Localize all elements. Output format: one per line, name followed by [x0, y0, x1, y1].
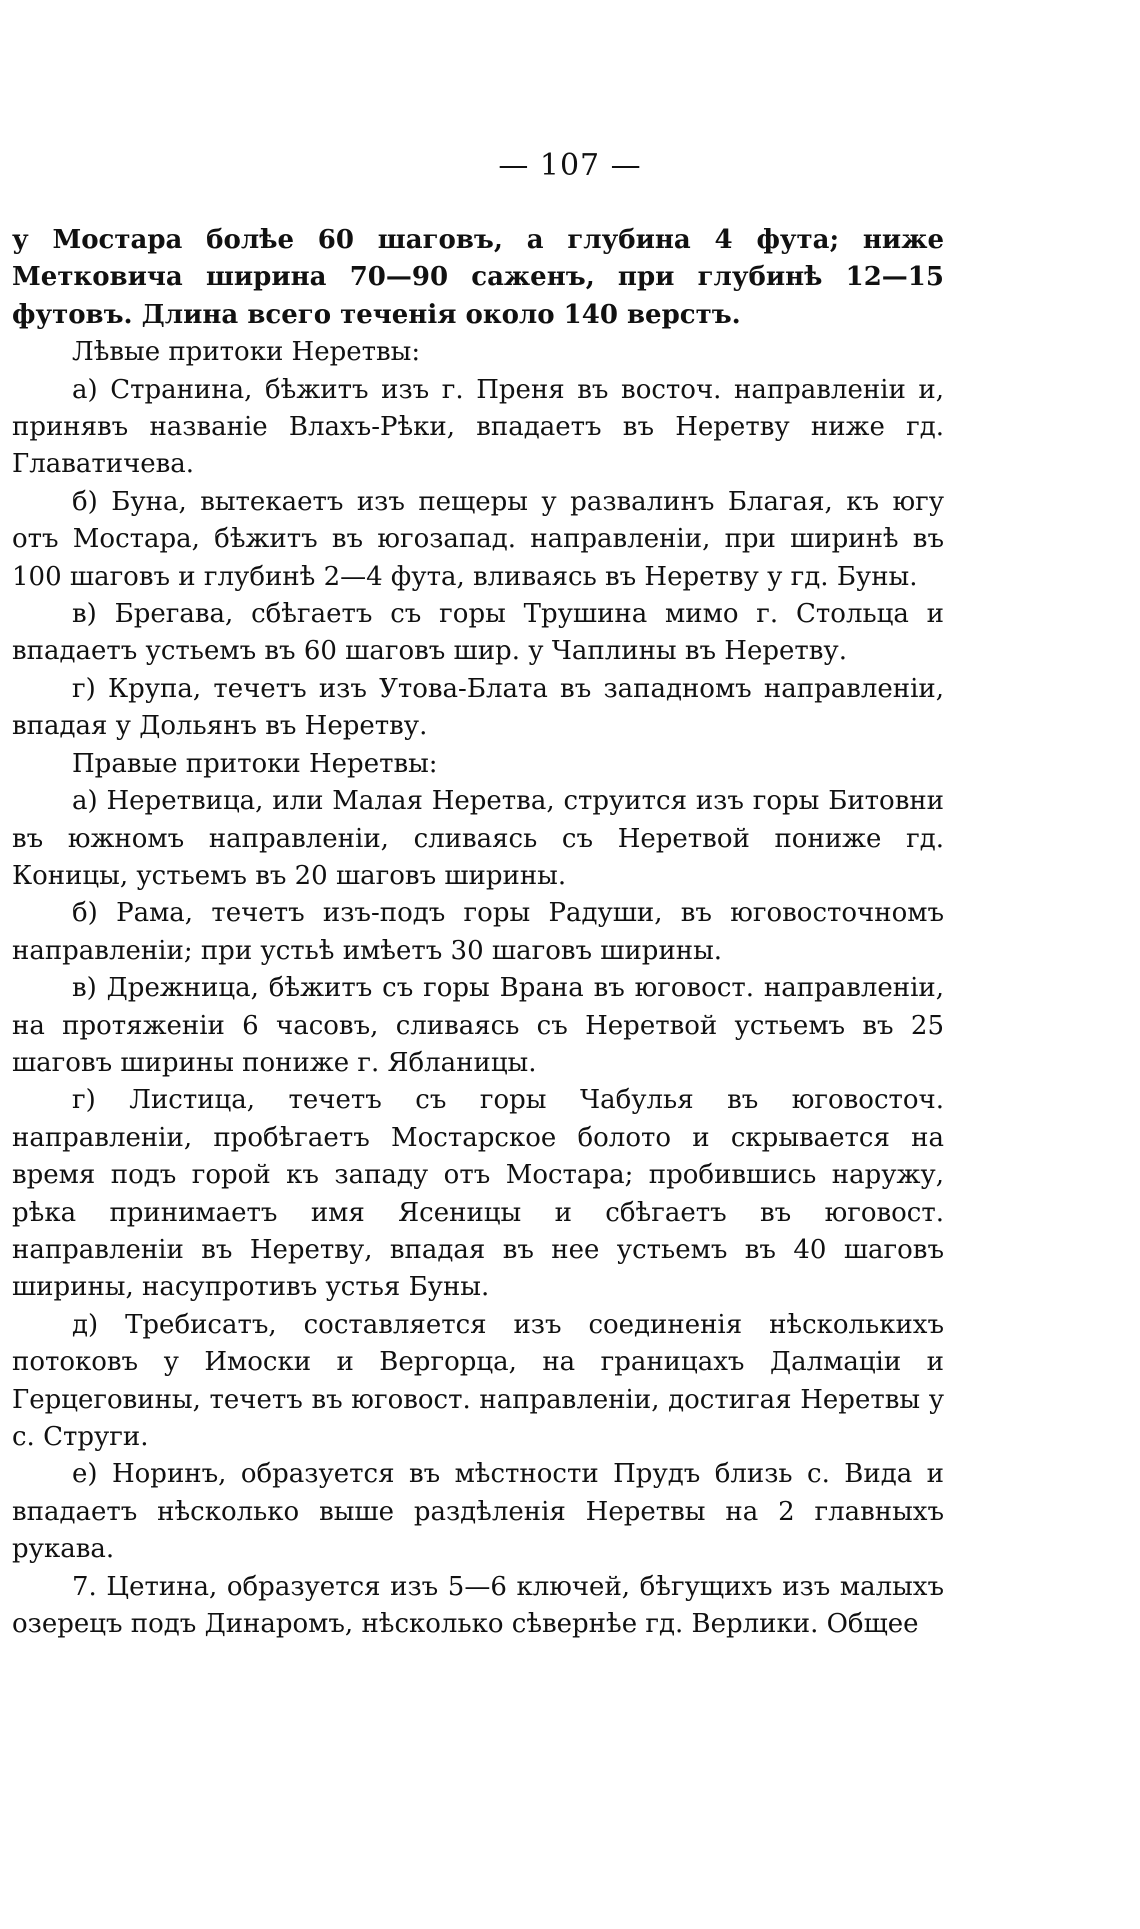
paragraph-norin: е) Норинъ, образуется въ мѣстности Прудъ близь с. Вида и впадаетъ нѣсколько выше раздѣленія Неретвы на 2 главныхъ рукава. — [12, 1459, 944, 1565]
paragraph-neretvitsa: а) Неретвица, или Малая Неретва, струится изъ горы Битовни въ южномъ направленіи, сливаясь съ Неретвой пониже гд. Коницы, устьемъ въ 20 шаговъ ширины. — [12, 786, 944, 891]
paragraph-buna: б) Буна, вытекаетъ изъ пещеры у развалинъ Благая, къ югу отъ Мостара, бѣжитъ въ югозапад. направленіи, при ширинѣ въ 100 шаговъ и глубинѣ 2—4 фута, вливаясь въ Неретву у гд. Буны. — [12, 486, 944, 592]
heading-left-tributaries: Лѣвые притоки Неретвы: — [72, 337, 421, 368]
paragraph-rama: б) Рама, течетъ изъ-подъ горы Радуши, въ юговосточномъ направленіи; при устьѣ имѣетъ 30 шаговъ ширины. — [12, 898, 944, 966]
paragraph-trebisat: д) Требисатъ, составляется изъ соединенія нѣсколькихъ потоковъ у Имоски и Вергорца, на границахъ Далмаціи и Герцеговины, течетъ въ юговост. направленіи, достигая Неретвы у с. Струги. — [12, 1309, 944, 1452]
paragraph-krupa: г) Крупа, течетъ изъ Утова-Блата въ западномъ направленіи, впадая у Дольянъ въ Неретву. — [12, 673, 944, 742]
page-number: — 107 — — [498, 148, 642, 183]
paragraph-listitsa: г) Листица, течетъ съ горы Чабулья въ юговосточ. направленіи, пробѣгаетъ Мостарское болото и скрывается на время подъ горой къ западу отъ Мостара; пробившись наружу, рѣка принимаетъ имя Ясеницы и сбѣгаетъ въ юговост. направленіи въ Неретву, впадая въ нее устьемъ въ 40 шаговъ ширины, насупротивъ устья Буны. — [12, 1085, 944, 1303]
paragraph-drezhnitsa: в) Дрежница, бѣжитъ съ горы Врана въ юговост. направленіи, на протяженіи 6 часовъ, сливаясь съ Неретвой устьемъ въ 25 шаговъ ширины пониже г. Ябланицы. — [12, 973, 944, 1078]
paragraph-bregava: в) Брегава, сбѣгаетъ съ горы Трушина мимо г. Стольца и впадаетъ устьемъ въ 60 шаговъ шир. у Чаплины въ Неретву. — [12, 599, 944, 667]
paragraph-tsetina: 7. Цетина, образуется изъ 5—6 ключей, бѣгущихъ изъ малыхъ озерецъ подъ Динаромъ, нѣсколько сѣвернѣе гд. Верлики. Общее — [12, 1571, 944, 1640]
heading-right-tributaries: Правые притоки Неретвы: — [72, 748, 438, 779]
paragraph-continuation: у Мостара болѣе 60 шаговъ, а глубина 4 фута; ниже Метковича ширина 70—90 саженъ, при глубинѣ 12—15 футовъ. Длина всего теченія около 140 верстъ. — [12, 225, 944, 330]
paragraph-stranina: а) Странина, бѣжитъ изъ г. Преня въ восточ. направленіи и, принявъ названіе Влахъ-Рѣки, впадаетъ въ Неретву ниже гд. Главатичева. — [12, 374, 944, 480]
text-body — [12, 222, 944, 1643]
